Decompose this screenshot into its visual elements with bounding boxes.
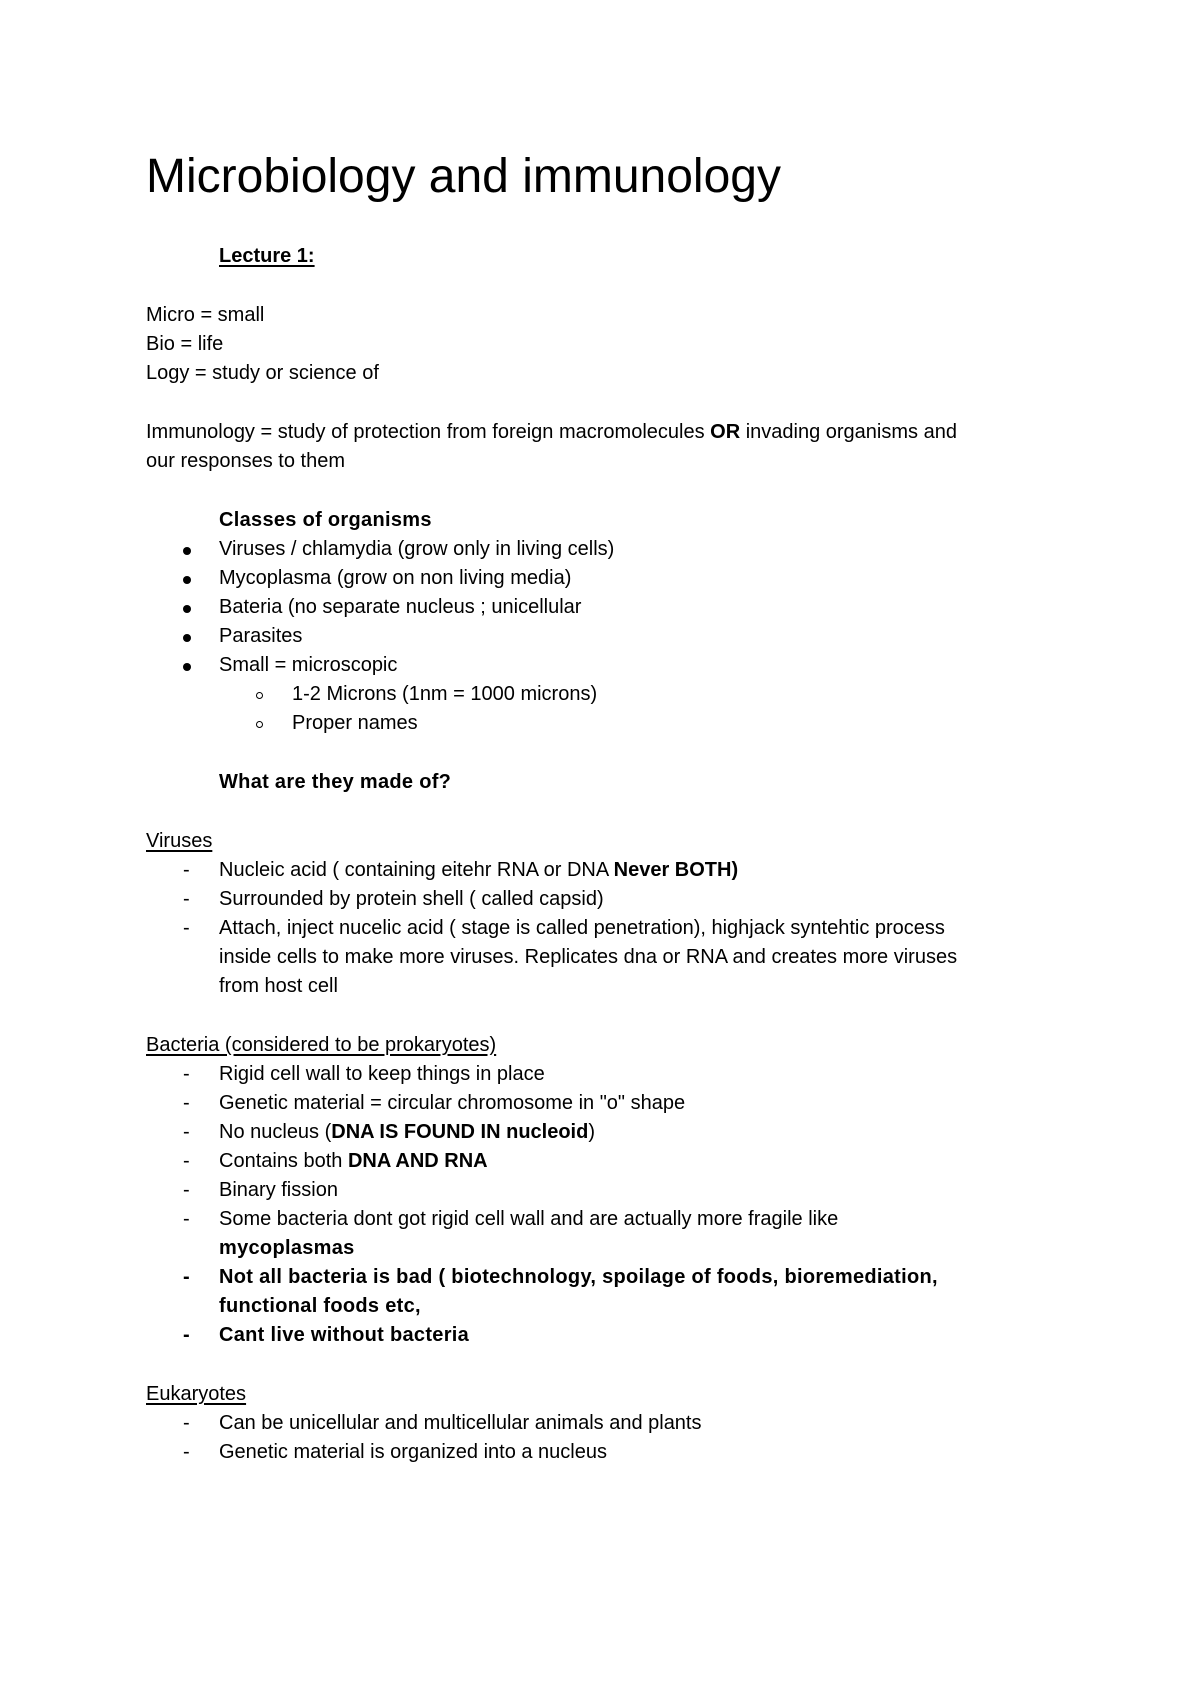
bullet-dot-icon [183,634,191,642]
dash-bullet: - [183,888,190,910]
dash-bullet: - [183,1063,190,1085]
list-item: Small = microscopic [219,654,398,676]
definition-micro: Micro = small [146,304,265,326]
definition-logy: Logy = study or science of [146,362,379,384]
immunology-definition [146,418,957,447]
page-title: Microbiology and immunology [146,150,781,203]
list-item: Binary fission [219,1179,338,1201]
dash-bullet: - [183,1441,190,1463]
dash-bullet: - [183,1179,190,1201]
bullet-dot-icon [183,663,191,671]
definition-bio: Bio = life [146,333,224,355]
bullet-dot-icon [183,576,191,584]
list-item: Can be unicellular and multicellular animals and plants [219,1412,702,1434]
dash-bullet: - [183,1266,190,1288]
list-item: Some bacteria dont got rigid cell wall and are actually more fragile like [219,1208,839,1230]
dash-bullet: - [183,1324,190,1346]
dash-bullet: - [183,1150,190,1172]
list-item-continuation: from host cell [219,975,338,997]
immunology-text: Immunology = study of protection from foreign macromolecules [146,421,711,443]
list-item-text-end: ) [588,1121,595,1143]
dash-bullet: - [183,859,190,881]
eukaryotes-heading: Eukaryotes [146,1383,247,1405]
list-item [219,1147,488,1176]
list-item: Mycoplasma (grow on non living media) [219,567,572,589]
sub-list-item: 1-2 Microns (1nm = 1000 microns) [292,683,598,705]
list-item: Bateria (no separate nucleus ; unicellular [219,596,582,618]
dash-bullet: - [183,1121,190,1143]
list-item-text: Nucleic acid ( containing eitehr RNA or DNA [219,859,614,881]
immunology-definition-line2: our responses to them [146,450,345,472]
dash-bullet: - [183,1208,190,1230]
bullet-circle-icon [256,721,263,728]
list-item [219,856,738,885]
list-item [219,1118,595,1147]
list-item: Not all bacteria is bad ( biotechnology, spoilage of foods, bioremediation, [219,1266,938,1288]
lecture-heading: Lecture 1: [219,245,315,267]
bullet-dot-icon [183,605,191,613]
viruses-heading: Viruses [146,830,213,852]
bullet-dot-icon [183,547,191,555]
dash-bullet: - [183,1092,190,1114]
dash-bullet: - [183,1412,190,1434]
list-item: Genetic material = circular chromosome in "o" shape [219,1092,686,1114]
immunology-text-end: invading organisms and [740,421,957,443]
made-of-heading: What are they made of? [219,771,452,793]
list-item: Genetic material is organized into a nucleus [219,1441,607,1463]
list-item: Parasites [219,625,303,647]
immunology-emphasis: OR [710,421,741,443]
list-item-emphasis: DNA AND RNA [347,1150,488,1172]
list-item-continuation: inside cells to make more viruses. Replicates dna or RNA and creates more viruses [219,946,958,968]
list-item-continuation: mycoplasmas [219,1237,355,1259]
list-item-emphasis: DNA IS FOUND IN nucleoid [331,1121,589,1143]
list-item: Attach, inject nucelic acid ( stage is called penetration), highjack syntehtic process [219,917,945,939]
list-item: Surrounded by protein shell ( called capsid) [219,888,604,910]
bullet-circle-icon [256,692,263,699]
list-item: Viruses / chlamydia (grow only in living cells) [219,538,615,560]
classes-heading: Classes of organisms [219,509,432,531]
bacteria-heading: Bacteria (considered to be prokaryotes) [146,1034,497,1056]
list-item-text: Contains both [219,1150,348,1172]
list-item-continuation: functional foods etc, [219,1295,421,1317]
list-item-emphasis: Never BOTH) [613,859,739,881]
sub-list-item: Proper names [292,712,418,734]
dash-bullet: - [183,917,190,939]
list-item: Rigid cell wall to keep things in place [219,1063,545,1085]
list-item: Cant live without bacteria [219,1324,470,1346]
list-item-text: No nucleus ( [219,1121,332,1143]
